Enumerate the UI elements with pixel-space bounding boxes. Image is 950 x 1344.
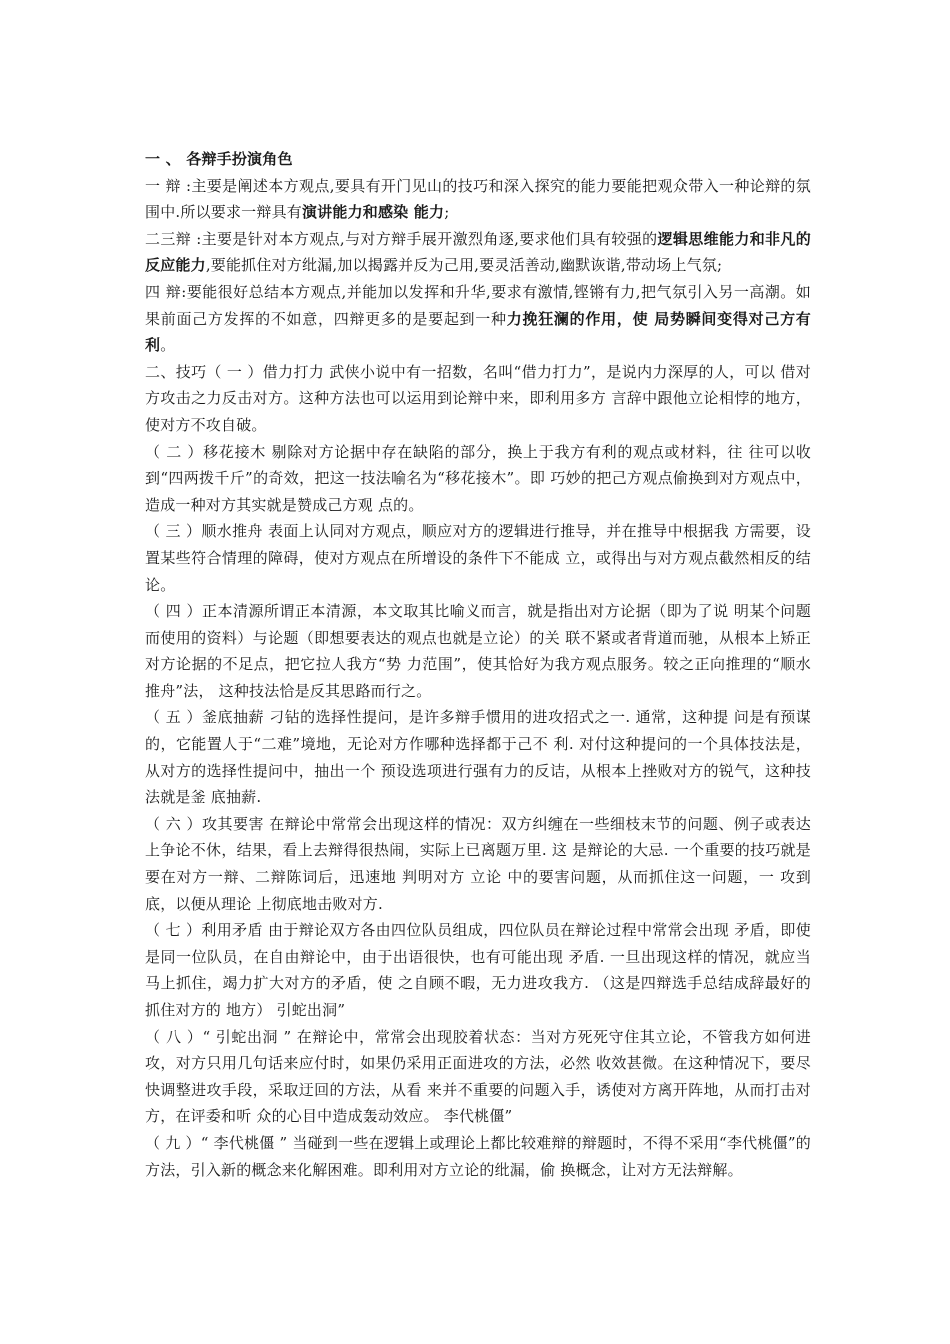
paragraph-second-third-debater bbox=[145, 226, 811, 279]
paragraph-technique-8: （ 八 ）“ 引蛇出洞 ” 在辩论中，常常会出现胶着状态：当对方死死守住其立论，不管我方如何进攻，对方只用几句话来应付时，如果仍采用正面进攻的方法，必然 收效甚微。在这种情况下，要尽快调整进攻手段，采取迂回的方法，从看 来并不重要的问题入手，诱使对方离开阵地，从而打击对方，在评委和听 众的心目中造成轰动效应。 李代桃僵” bbox=[145, 1027, 811, 1126]
section-heading-roles: 一 、 各辩手扮演角色 bbox=[145, 150, 293, 168]
document-page bbox=[145, 146, 811, 1183]
paragraph-fourth-debater bbox=[145, 279, 811, 359]
paragraph-technique-4: （ 四 ）正本清源所谓正本清源，本文取其比喻义而言，就是指出对方论据（即为了说 明某个问题而使用的资料）与论题（即想要表达的观点也就是立论）的关 联不紧或者背道而驰，从根本上矫正对方论据的不足点，把它拉人我方“势 力范围”，使其恰好为我方观点服务。较之正向推理的“顺水推舟”法， 这种技法恰是反其思路而行之。 bbox=[145, 602, 811, 700]
paragraph-technique-2: （ 二 ）移花接木 剔除对方论据中存在缺陷的部分，换上于我方有利的观点或材料，往 往可以收到“四两拨千斤”的奇效，把这一技法喻名为“移花接木”。即 巧妙的把己方观点偷换到对方观点中，造成一种对方其实就是赞成己方观 点的。 bbox=[145, 442, 811, 514]
paragraph-technique-6: （ 六 ）攻其要害 在辩论中常常会出现这样的情况：双方纠缠在一些细枝末节的问题、例子或表达上争论不休，结果，看上去辩得很热闹，实际上已离题万里. 这 是辩论的大忌. 一个重要的技巧就是要在对方一辩、二辩陈词后，迅速地 判明对方 立论 中的要害问题，从而抓住这一问题，一 攻到底，以便从理论 上彻底地击败对方. bbox=[145, 814, 811, 913]
paragraph-technique-7: （ 七 ）利用矛盾 由于辩论双方各由四位队员组成，四位队员在辩论过程中常常会出现 矛盾，即使是同一位队员，在自由辩论中，由于出语很快，也有可能出现 矛盾. 一旦出现这样的情况，就应当马上抓住，竭力扩大对方的矛盾，使 之自顾不暇，无力进攻我方. （这是四辩选手总结成辞最好的抓住对方的 地方） 引蛇出洞” bbox=[145, 921, 811, 1019]
text-run: ; bbox=[444, 203, 450, 222]
paragraph-technique-5: （ 五 ）釜底抽薪 刁钻的选择性提问，是许多辩手惯用的进攻招式之一. 通常，这种提 问是有预谋的，它能置人于“二难”境地，无论对方作哪种选择都于己不 利. 对付这种提问的一个具体技法是，从对方的选择性提问中，抽出一个 预设选项进行强有力的反诘，从根本上挫败对方的锐气，这种技法就是釜 底抽薪. bbox=[145, 708, 811, 807]
paragraph-technique-1: 二、技巧（ 一 ）借力打力 武侠小说中有一招数，名叫“借力打力”，是说内力深厚的人，可以 借对方攻击之力反击对方。这种方法也可以运用到论辩中来，即利用多方 言辞中跟他立论相悖的地方，使对方不攻自破。 bbox=[145, 362, 811, 434]
text-run: 四 辩:要能很好总结本方观点,并能加以发挥和升华,要求有激情,铿锵有力,把气氛引入另一高潮。如果前面己方发挥的不如意，四辩更多的是要起到一种 bbox=[145, 282, 811, 328]
paragraph-first-debater bbox=[145, 173, 811, 226]
text-run: ,要能抓住对方纰漏,加以揭露并反为己用,要灵活善动,幽默诙谐,带动场上气氛; bbox=[205, 256, 723, 275]
bold-emphasis: 逻辑思维能力和非凡的反应能力 bbox=[145, 229, 811, 275]
paragraph-technique-9: （ 九 ）“ 李代桃僵 ” 当碰到一些在逻辑上或理论上都比较难辩的辩题时，不得不采用“李代桃僵”的方法，引入新的概念来化解困难。即利用对方立论的纰漏，偷 换概念，让对方无法辩解。 bbox=[145, 1133, 811, 1179]
bold-emphasis: 演讲能力和感染 能力 bbox=[301, 203, 445, 222]
text-run: 。 bbox=[160, 336, 176, 355]
text-run: 二三辩 :主要是针对本方观点,与对方辩手展开激烈角逐,要求他们具有较强的 bbox=[145, 229, 658, 248]
paragraph-technique-3: （ 三 ）顺水推舟 表面上认同对方观点，顺应对方的逻辑进行推导，并在推导中根据我 方需要，设置某些符合情理的障碍，使对方观点在所增设的条件下不能成 立，或得出与对方观点截然相反的结论。 bbox=[145, 522, 811, 594]
bold-emphasis: 力挽狂澜的作用，使 局势瞬间变得对己方有利 bbox=[145, 309, 811, 355]
text-run: 一 辩 :主要是阐述本方观点,要具有开门见山的技巧和深入探究的能力要能把观众带入一种论辩的氛围中.所以要求一辩具有 bbox=[145, 176, 811, 222]
